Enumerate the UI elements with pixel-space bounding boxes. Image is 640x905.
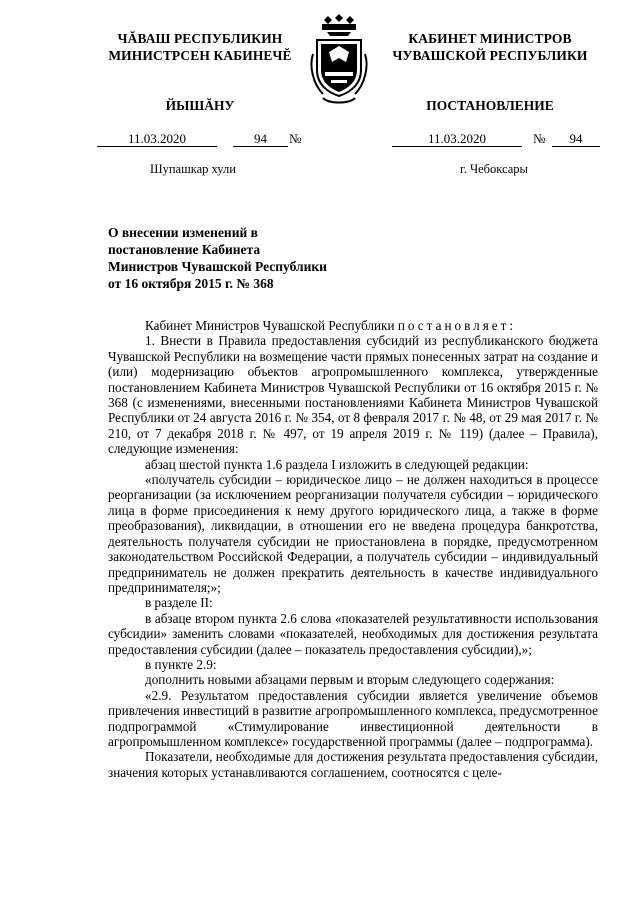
number-sign-right: № xyxy=(533,131,546,146)
chuvash-org-name xyxy=(95,30,305,64)
paragraph-8: «2.9. Результатом предоставления субсидии является увеличение объемов привлечения инвестиций в развитие агропромышленного комплекса, предусмотренное подпрограммой «Стимулирование инвестиционной деятельности в агропромышленном комплексе» государственной программы (далее – подпрограмма). xyxy=(108,687,598,749)
intro-decree-word: постановляет: xyxy=(397,318,517,333)
paragraph-1: 1. Внести в Правила предоставления субсидий из республиканского бюджета Чувашской Республики на возмещение части прямых понесенных затрат на создание и (или) модернизацию объектов агропромышленного комплекса, утвержденные постановлением Кабинета Министров Чувашской Республики от 16 октября 2015 г. № 368 (с изменениями, внесенными постановлениями Кабинета Министров Чувашской Республики от 24 августа 2016 г. № 354, от 8 февраля 2017 г. № 48, от 29 мая 2017 г. № 210, от 7 декабря 2018 г. № 497, от 19 апреля 2019 г. № 119) (далее – Правила), следующие изменения: xyxy=(108,333,598,457)
city-russian: г. Чебоксары xyxy=(460,162,528,176)
paragraph-2: абзац шестой пункта 1.6 раздела I изложить в следующей редакции: xyxy=(145,456,529,472)
number-left: 94 xyxy=(233,131,288,147)
chuvash-org-line2: МИНИСТРСЕН КАБИНЕЧĔ xyxy=(108,48,292,63)
number-right: 94 xyxy=(552,131,600,147)
intro-paragraph xyxy=(108,318,598,333)
russian-org-name xyxy=(370,30,610,64)
intro-text: Кабинет Министров Чувашской Республики xyxy=(145,318,398,333)
paragraph-7: дополнить новыми абзацами первым и вторым следующего содержания: xyxy=(145,672,555,688)
paragraph-9: Показатели, необходимые для достижения результата предоставления субсидии, значения которых устанавливаются соглашением, соотносятся с целе- xyxy=(108,749,598,780)
document-body xyxy=(108,318,598,780)
chuvash-org-line1: ЧĂВАШ РЕСПУБЛИКИН xyxy=(117,31,283,46)
number-sign-left: № xyxy=(289,131,302,146)
coat-of-arms-icon xyxy=(307,14,371,114)
russian-org-line1: КАБИНЕТ МИНИСТРОВ xyxy=(408,31,572,46)
document-title: О внесении изменений в постановление Кабинета Министров Чувашской Республики от 16 октября 2015 г. № 368 xyxy=(108,225,327,291)
date-left: 11.03.2020 xyxy=(97,131,217,147)
paragraph-3: «получатель субсидии – юридическое лицо – не должен находиться в процессе реорганизации (за исключением реорганизации получателя субсидии – юридического лица в форме присоединения к нему другого юридического лица, а также в форме преобразования), ликвидации, в отношении его не введена процедура банкротства, деятельность получателя субсидии не приостановлена в порядке, предусмотренном законодательством Российской Федерации, а получатель субсидии – индивидуальный предприниматель не должен прекратить деятельность в качестве индивидуального предпринимателя;»; xyxy=(108,472,598,595)
date-right: 11.03.2020 xyxy=(392,131,522,147)
city-chuvash: Шупашкар хули xyxy=(150,162,236,176)
paragraph-4: в разделе II: xyxy=(145,595,213,611)
russian-org-line2: ЧУВАШСКОЙ РЕСПУБЛИКИ xyxy=(392,48,588,63)
russian-doc-type: ПОСТАНОВЛЕНИЕ xyxy=(426,98,554,113)
paragraph-5: в абзаце втором пункта 2.6 слова «показателей результативности использования субсидии» заменить словами «показателей, необходимых для достижения результата предоставления субсидии (далее – показатель предоставления субсидии),»; xyxy=(108,610,598,657)
chuvash-doc-type: ЙЫШĂНУ xyxy=(165,98,235,113)
paragraph-6: в пункте 2.9: xyxy=(145,656,217,672)
date-number-row xyxy=(0,131,640,147)
